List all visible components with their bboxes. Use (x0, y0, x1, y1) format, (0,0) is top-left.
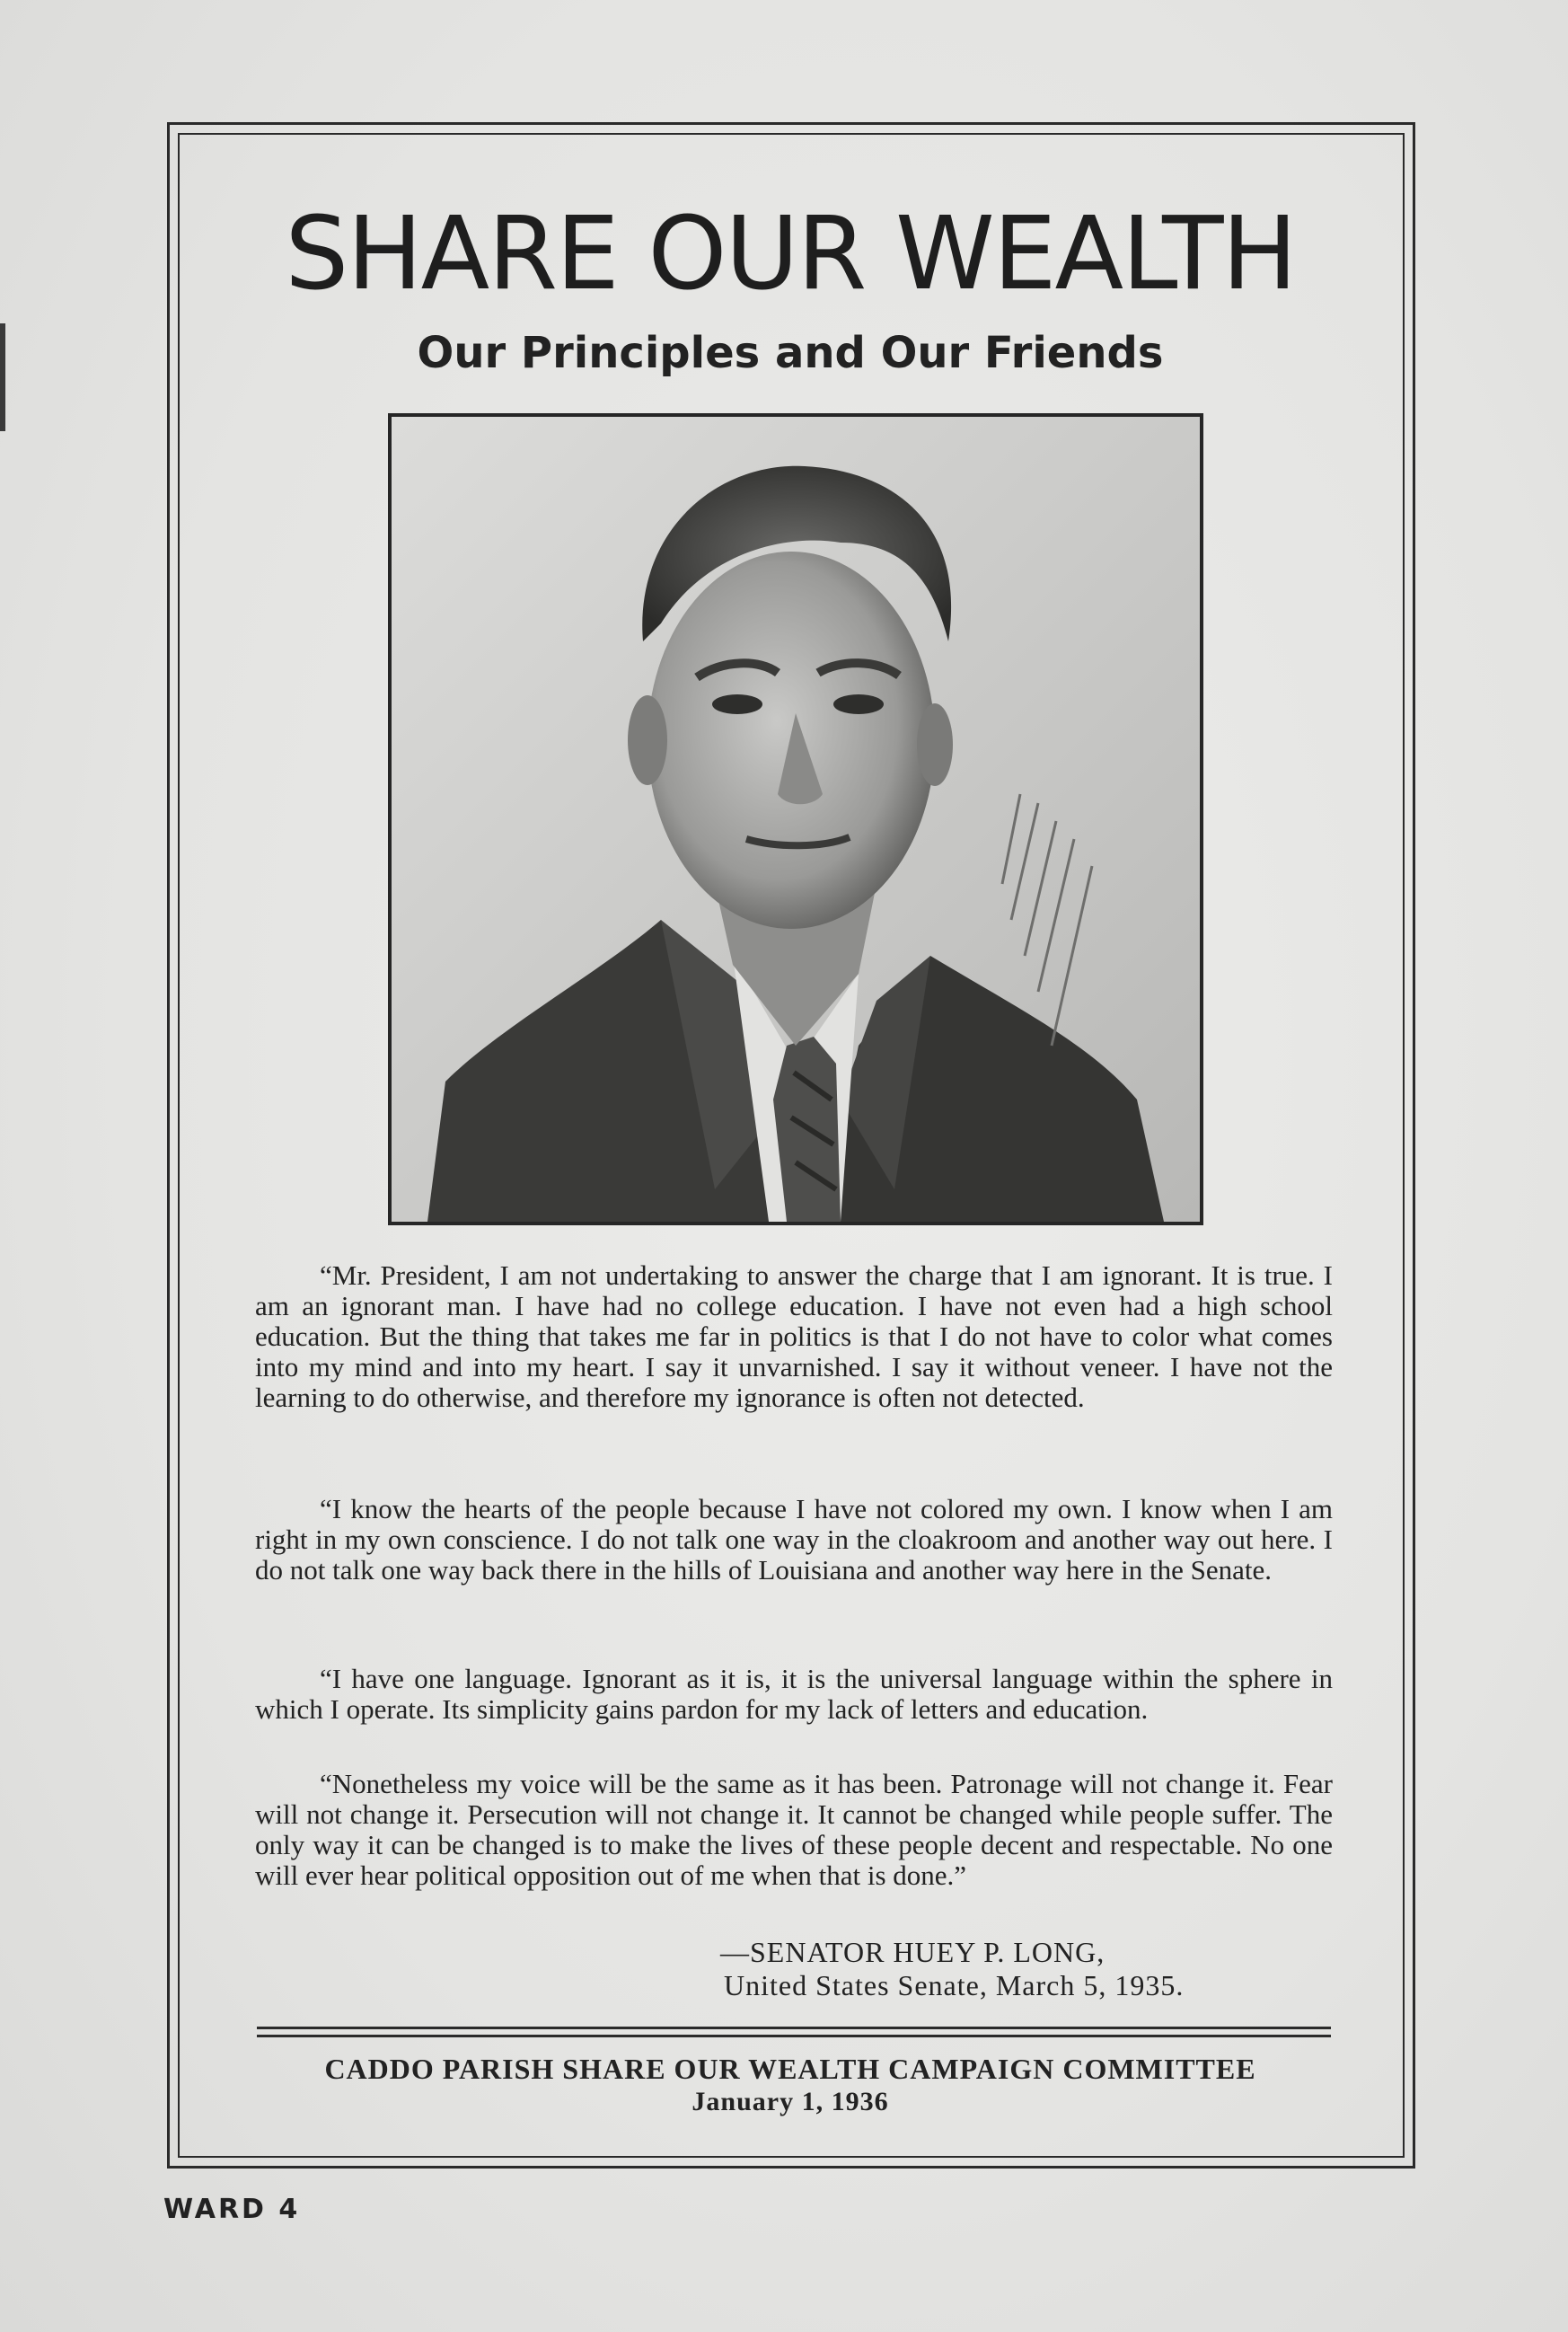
ward-label: WARD 4 (163, 2194, 301, 2225)
portrait-illustration (392, 417, 1200, 1222)
attribution-name: —SENATOR HUEY P. LONG, (720, 1936, 1106, 1968)
committee-name: CADDO PARISH SHARE OUR WEALTH CAMPAIGN COMMITTEE (324, 2053, 1256, 2085)
quote-paragraph-3: “I have one language. Ignorant as it is, it is the universal language within the sphere in which I operate. Its simplicity gains pardon for my lack of letters and education. (255, 1663, 1333, 1725)
portrait-photo (388, 413, 1203, 1225)
quote-paragraph-2: “I know the hearts of the people because I have not colored my own. I know when I am right in my own conscience. I do not talk one way in the cloakroom and another way out here. I do not talk one way back there in the hills of Louisiana and another way here in the Senate. (255, 1493, 1333, 1586)
page-subtitle: Our Principles and Our Friends (417, 328, 1164, 378)
divider-rule (257, 2035, 1331, 2037)
attribution-place: United States Senate, March 5, 1935. (724, 1969, 1185, 2001)
divider-rule (257, 2027, 1331, 2029)
page-title: SHARE OUR WEALTH (285, 196, 1296, 313)
binding-edge (0, 323, 5, 431)
quote-paragraph-1: “Mr. President, I am not undertaking to answer the charge that I am ignorant. It is true. I am an ignorant man. I have had no college education. I have not even had a high school education. But the thing that takes me far in politics is that I do not have to color what comes into my mind and into my heart. I say it unvarnished. I say it without veneer. I have not the learning to do otherwise, and therefore my ignorance is often not detected. (255, 1259, 1333, 1413)
publication-date: January 1, 1936 (692, 2087, 889, 2116)
quote-paragraph-4: “Nonetheless my voice will be the same as it has been. Patronage will not change it. Fear will not change it. Persecution will not change it. It cannot be changed while people suffer. The only way it can be changed is to make the lives of these people decent and respectable. No one will ever hear political opposition out of me when that is done.” (255, 1768, 1333, 1891)
